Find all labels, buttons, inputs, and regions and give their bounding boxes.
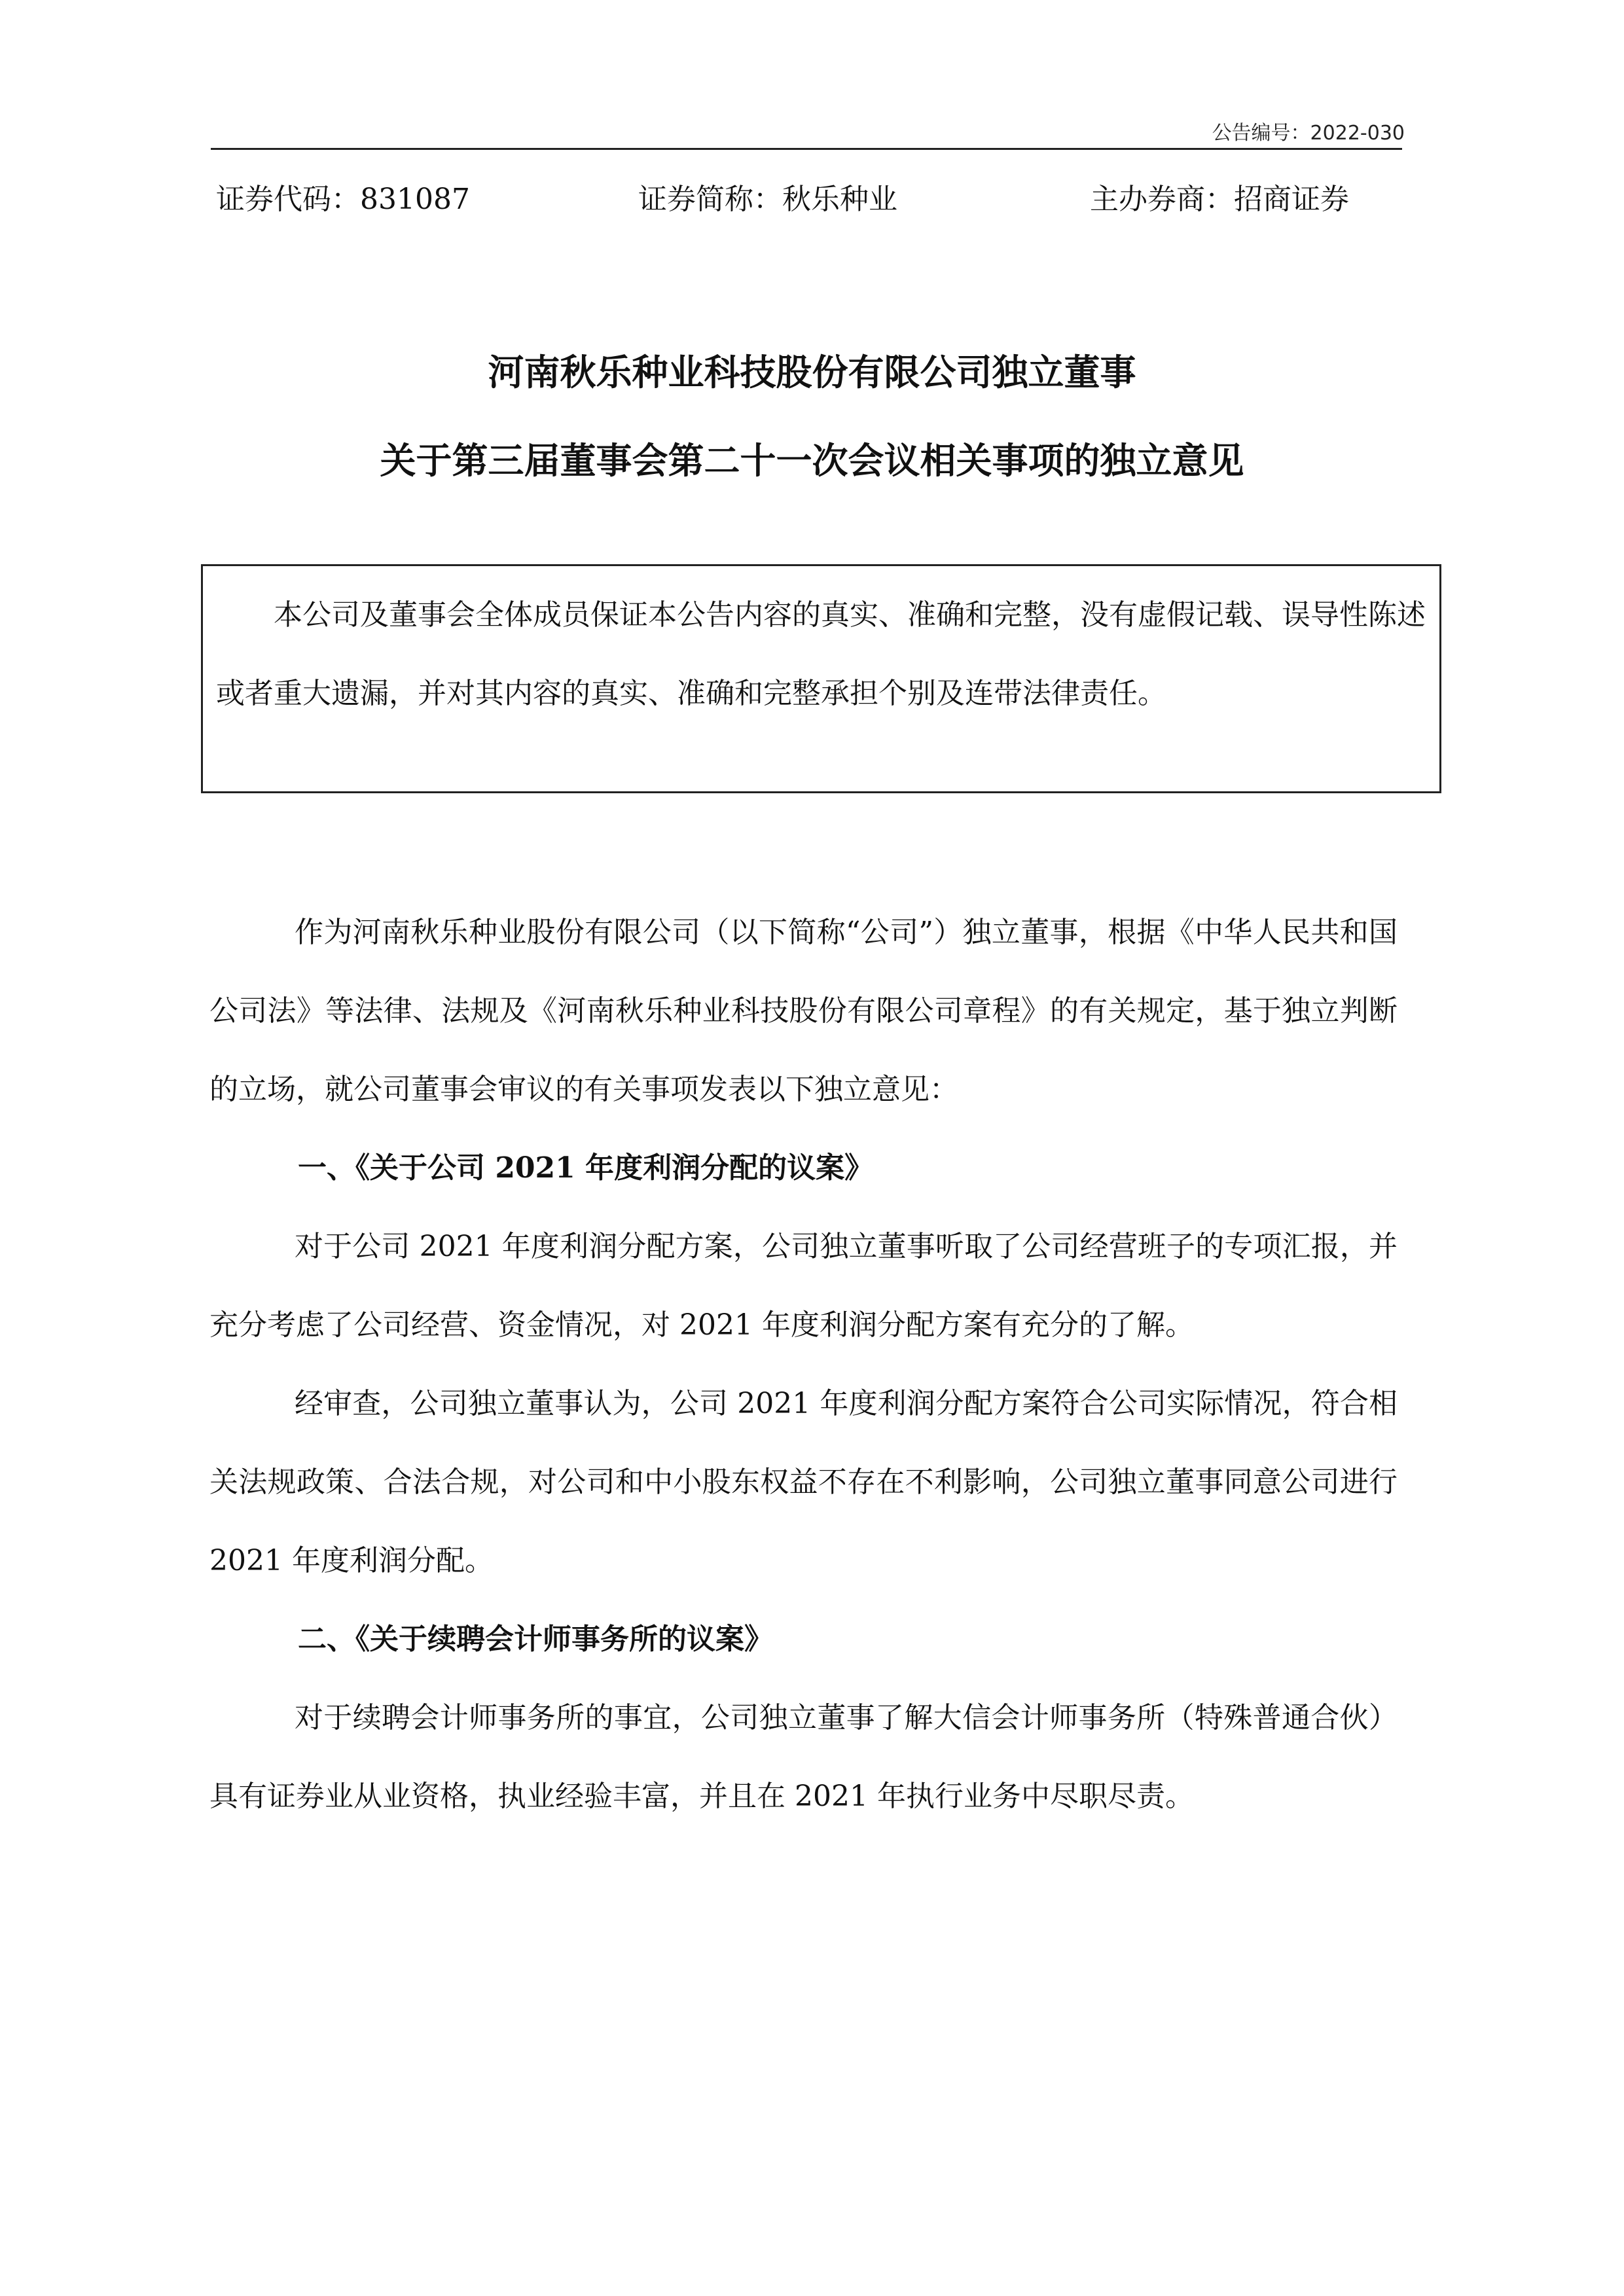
- disclaimer-text: 本公司及董事会全体成员保证本公告内容的真实、准确和完整，没有虚假记载、误导性陈述或者重大遗漏，并对其内容的真实、准确和完整承担个别及连带法律责任。: [216, 598, 1426, 710]
- section1-paragraph1: 对于公司 2021 年度利润分配方案，公司独立董事听取了公司经营班子的专项汇报，并充分考虑了公司经营、资金情况，对 2021 年度利润分配方案有充分的了解。: [209, 1230, 1398, 1342]
- document-title-line2: 关于第三届董事会第二十一次会议相关事项的独立意见: [380, 440, 1244, 482]
- security-info-row: [216, 175, 1394, 221]
- section1-heading: 一、《关于公司 2021 年度利润分配的议案》: [298, 1151, 874, 1185]
- sponsor-broker: 主办券商：招商证券: [1090, 183, 1349, 216]
- security-code: 证券代码：831087: [216, 183, 470, 216]
- document-title-line1: 河南秋乐种业科技股份有限公司独立董事: [488, 351, 1136, 393]
- document-body: [209, 893, 1398, 1836]
- disclaimer-box: [201, 564, 1441, 793]
- notice-number: 公告编号：2022-030: [1212, 122, 1405, 145]
- section2-heading: 二、《关于续聘会计师事务所的议案》: [298, 1623, 773, 1656]
- intro-paragraph: 作为河南秋乐种业股份有限公司（以下简称“公司”）独立董事，根据《中华人民共和国公司法》等法律、法规及《河南秋乐种业科技股份有限公司章程》的有关规定，基于独立判断的立场，就公司董事会审议的有关事项发表以下独立意见：: [209, 916, 1398, 1106]
- security-short-name: 证券简称：秋乐种业: [638, 183, 897, 216]
- section2-paragraph1: 对于续聘会计师事务所的事宜，公司独立董事了解大信会计师事务所（特殊普通合伙）具有证券业从业资格，执业经验丰富，并且在 2021 年执行业务中尽职尽责。: [209, 1701, 1398, 1813]
- section1-paragraph2: 经审查，公司独立董事认为，公司 2021 年度利润分配方案符合公司实际情况，符合相关法规政策、合法合规，对公司和中小股东权益不存在不利影响，公司独立董事同意公司进行 2021 年度利润分配。: [209, 1387, 1398, 1577]
- header-divider: [211, 148, 1402, 150]
